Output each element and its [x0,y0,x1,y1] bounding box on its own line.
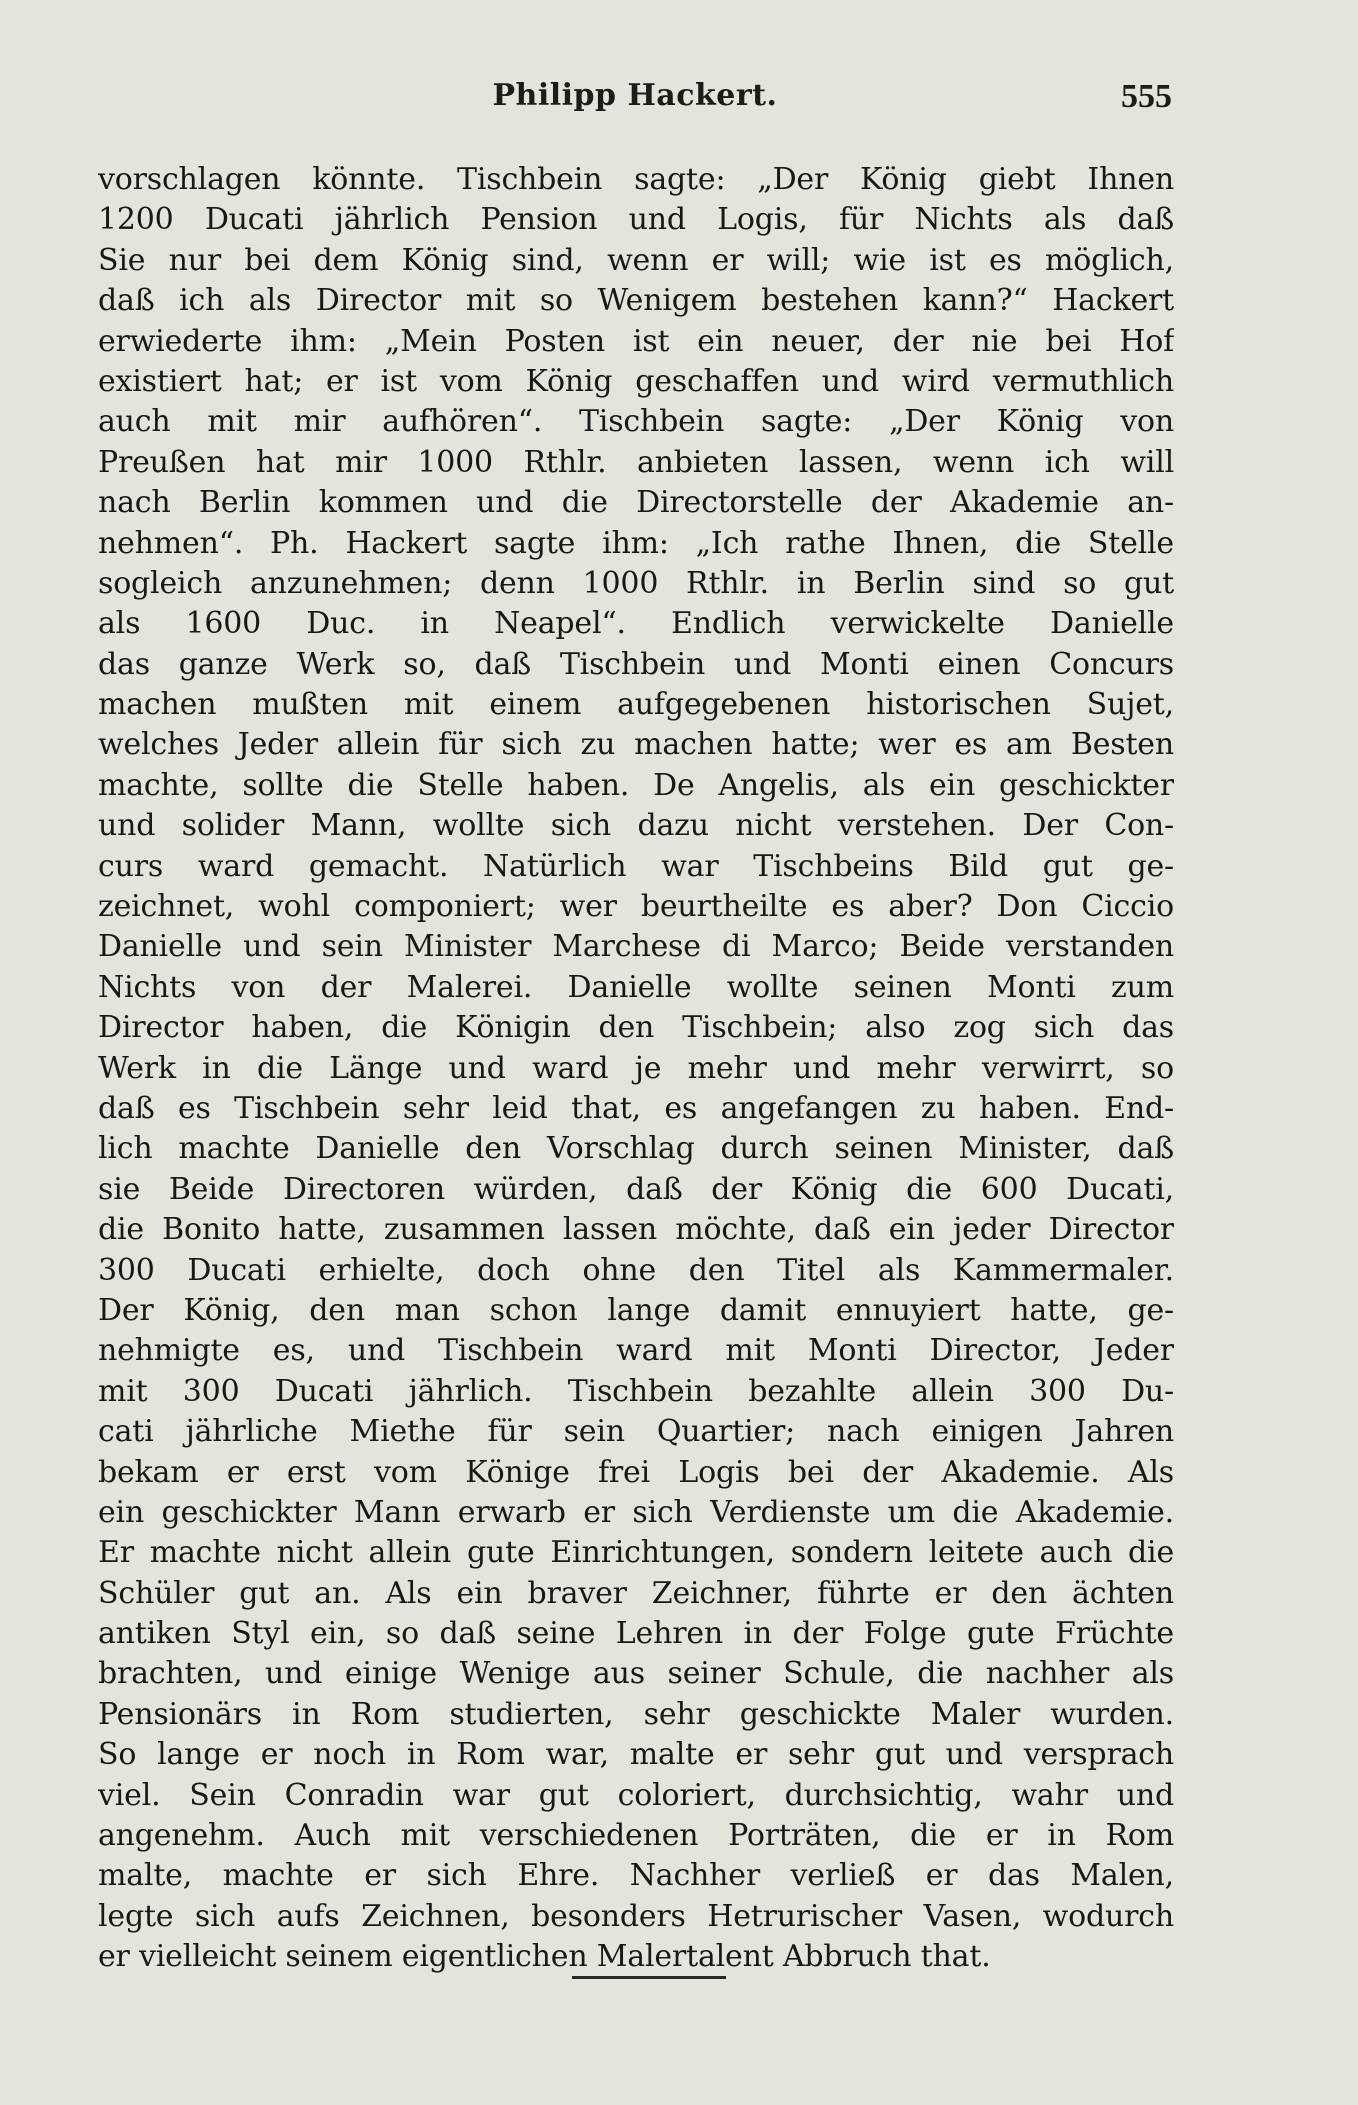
text-line: daß es Tischbein sehr leid that, es angefangen zu haben. End- [98,1090,1174,1126]
text-line: sie Beide Directoren würden, daß der König die 600 Ducati, [98,1171,1174,1207]
text-line: er vielleicht seinem eigentlichen Malertalent Abbruch that. [98,1939,991,1975]
text-line: cati jährliche Miethe für sein Quartier; nach einigen Jahren [98,1414,1174,1450]
text-line: als 1600 Duc. in Neapel“. Endlich verwickelte Danielle [98,606,1174,642]
text-line: angenehm. Auch mit verschiedenen Porträten, die er in Rom [98,1818,1174,1854]
text-line: die Bonito hatte, zusammen lassen möchte, daß ein jeder Director [98,1212,1174,1248]
page-number: 555 [1121,78,1172,115]
text-line: Director haben, die Königin den Tischbein; also zog sich das [98,1010,1174,1046]
text-line: lich machte Danielle den Vorschlag durch seinen Minister, daß [98,1131,1174,1167]
text-line: legte sich aufs Zeichnen, besonders Hetrurischer Vasen, wodurch [98,1898,1174,1934]
text-line: Der König, den man schon lange damit ennuyiert hatte, ge- [98,1292,1174,1328]
text-line: mit 300 Ducati jährlich. Tischbein bezahlte allein 300 Du- [98,1373,1174,1409]
text-line: bekam er erst vom Könige frei Logis bei der Akademie. Als [98,1454,1174,1490]
text-line: viel. Sein Conradin war gut coloriert, durchsichtig, wahr und [98,1777,1174,1813]
text-line: erwiederte ihm: „Mein Posten ist ein neuer, der nie bei Hof [98,323,1174,359]
text-line: malte, machte er sich Ehre. Nachher verließ er das Malen, [98,1858,1174,1894]
text-line: vorschlagen könnte. Tischbein sagte: „Der König giebt Ihnen [98,162,1174,197]
text-line: daß ich als Director mit so Wenigem bestehen kann?“ Hackert [98,283,1174,319]
running-head [98,78,1172,128]
text-line: zeichnet, wohl componiert; wer beurtheilte es aber? Don Ciccio [98,889,1174,925]
text-line: Werk in die Länge und ward je mehr und mehr verwirrt, so [98,1050,1174,1086]
text-line: das ganze Werk so, daß Tischbein und Monti einen Concurs [98,646,1174,682]
text-line: machen mußten mit einem aufgegebenen historischen Sujet, [98,687,1174,723]
text-line: ein geschickter Mann erwarb er sich Verdienste um die Akademie. [98,1494,1174,1530]
text-line: sogleich anzunehmen; denn 1000 Rthlr. in Berlin sind so gut [98,565,1174,601]
text-line: So lange er noch in Rom war, malte er sehr gut und versprach [98,1737,1174,1773]
text-line: Schüler gut an. Als ein braver Zeichner, führte er den ächten [98,1575,1174,1611]
text-line: und solider Mann, wollte sich dazu nicht verstehen. Der Con- [98,808,1174,844]
text-line: Preußen hat mir 1000 Rthlr. anbieten lassen, wenn ich will [98,444,1174,480]
text-line: curs ward gemacht. Natürlich war Tischbeins Bild gut ge- [98,848,1174,884]
body-text [98,160,1174,1978]
text-line: Pensionärs in Rom studierten, sehr geschickte Maler wurden. [98,1696,1174,1732]
text-line: antiken Styl ein, so daß seine Lehren in der Folge gute Früchte [98,1616,1174,1652]
text-line: Danielle und sein Minister Marchese di Marco; Beide verstanden [98,929,1174,965]
running-title: Philipp Hackert. [492,78,778,113]
text-line: Nichts von der Malerei. Danielle wollte seinen Monti zum [98,969,1174,1005]
text-line: machte, sollte die Stelle haben. De Angelis, als ein geschickter [98,767,1174,803]
text-line: auch mit mir aufhören“. Tischbein sagte: „Der König von [98,404,1174,440]
end-rule [572,1976,726,1979]
text-line: Er machte nicht allein gute Einrichtungen, sondern leitete auch die [98,1535,1174,1571]
text-line: Sie nur bei dem König sind, wenn er will; wie ist es möglich, [98,242,1174,278]
text-line: existiert hat; er ist vom König geschaffen und wird vermuthlich [98,363,1174,399]
text-line: brachten, und einige Wenige aus seiner Schule, die nachher als [98,1656,1174,1692]
text-line: nehmigte es, und Tischbein ward mit Monti Director, Jeder [98,1333,1174,1369]
text-line: 300 Ducati erhielte, doch ohne den Titel als Kammermaler. [98,1252,1174,1288]
text-line: 1200 Ducati jährlich Pension und Logis, für Nichts als daß [98,202,1174,238]
text-line: nach Berlin kommen und die Directorstelle der Akademie an- [98,485,1174,521]
text-line: nehmen“. Ph. Hackert sagte ihm: „Ich rathe Ihnen, die Stelle [98,525,1174,561]
text-line: welches Jeder allein für sich zu machen hatte; wer es am Besten [98,727,1174,763]
